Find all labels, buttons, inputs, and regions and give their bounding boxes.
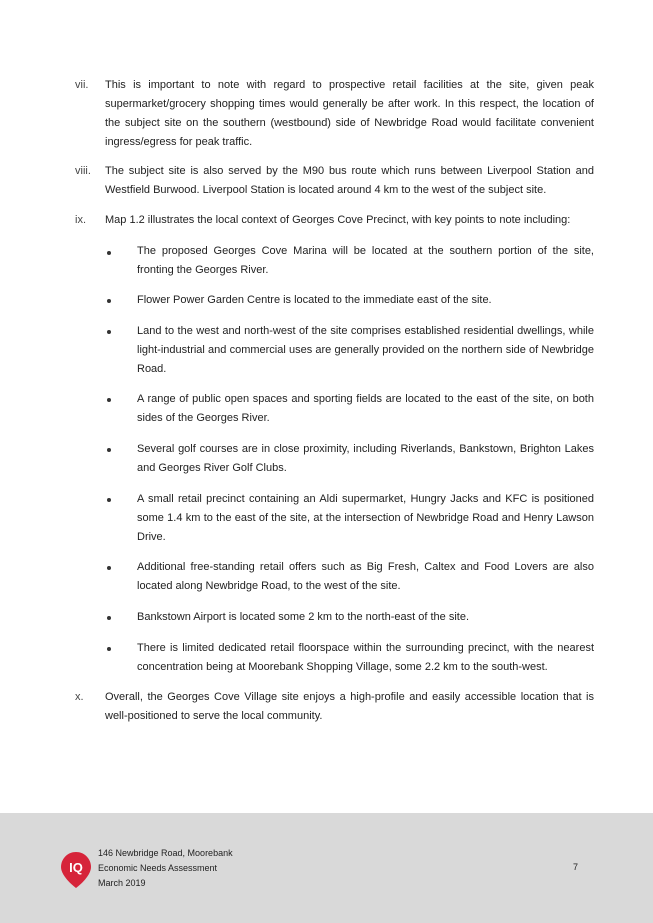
bullet-item: There is limited dedicated retail floorspace within the surrounding precinct, with the nearest concentration being at Moorebank Shopping Village, some 2.2 km to the south-west.	[137, 642, 594, 673]
footer-report-title: Economic Needs Assessment	[98, 863, 218, 873]
bullet-item: Several golf courses are in close proximity, including Riverlands, Bankstown, Brighton Lakes and Georges River Golf Clubs.	[137, 443, 594, 474]
paragraph: Overall, the Georges Cove Village site enjoys a high-profile and easily accessible location that is well-positioned to serve the local community.	[105, 691, 594, 722]
iq-logo-icon	[60, 851, 92, 889]
footer-address: 146 Newbridge Road, Moorebank	[98, 848, 233, 858]
bullet-item: Land to the west and north-west of the site comprises established residential dwellings, while light-industrial and commercial uses are generally provided on the northern side of Newbridge Road.	[137, 325, 594, 375]
page-number: 7	[573, 862, 579, 872]
bullet-item: Bankstown Airport is located some 2 km to the north-east of the site.	[137, 611, 469, 623]
bullet-icon	[107, 616, 111, 620]
bullet-item: A range of public open spaces and sporting fields are located to the east of the site, on both sides of the Georges River.	[137, 393, 594, 424]
bullet-icon	[107, 566, 111, 570]
bullet-item: Flower Power Garden Centre is located to the immediate east of the site.	[137, 294, 492, 306]
logo-text: IQ	[69, 860, 83, 875]
bullet-icon	[107, 647, 111, 651]
bullet-icon	[107, 398, 111, 402]
item-number: viii.	[75, 165, 91, 177]
footer-info	[98, 846, 233, 891]
item-number: vii.	[75, 79, 89, 91]
item-number: x.	[75, 691, 84, 703]
footer-date: March 2019	[98, 878, 146, 888]
bullet-icon	[107, 251, 111, 255]
bullet-item: The proposed Georges Cove Marina will be located at the southern portion of the site, fronting the Georges River.	[137, 245, 594, 276]
bullet-icon	[107, 330, 111, 334]
bullet-icon	[107, 498, 111, 502]
paragraph: This is important to note with regard to prospective retail facilities at the site, given peak supermarket/grocery shopping times would generally be after work. In this respect, the location of the subject site on the southern (westbound) side of Newbridge Road would facilitate convenient ingress/egress for peak traffic.	[105, 79, 594, 148]
item-number: ix.	[75, 214, 86, 226]
bullet-item: A small retail precinct containing an Aldi supermarket, Hungry Jacks and KFC is positioned some 1.4 km to the east of the site, at the intersection of Newbridge Road and Henry Lawson Drive.	[137, 493, 594, 543]
paragraph: Map 1.2 illustrates the local context of Georges Cove Precinct, with key points to note including:	[105, 214, 571, 226]
bullet-icon	[107, 448, 111, 452]
bullet-item: Additional free-standing retail offers such as Big Fresh, Caltex and Food Lovers are also located along Newbridge Road, to the west of the site.	[137, 561, 594, 592]
paragraph: The subject site is also served by the M90 bus route which runs between Liverpool Station and Westfield Burwood. Liverpool Station is located around 4 km to the west of the subject site.	[105, 165, 594, 196]
bullet-icon	[107, 299, 111, 303]
